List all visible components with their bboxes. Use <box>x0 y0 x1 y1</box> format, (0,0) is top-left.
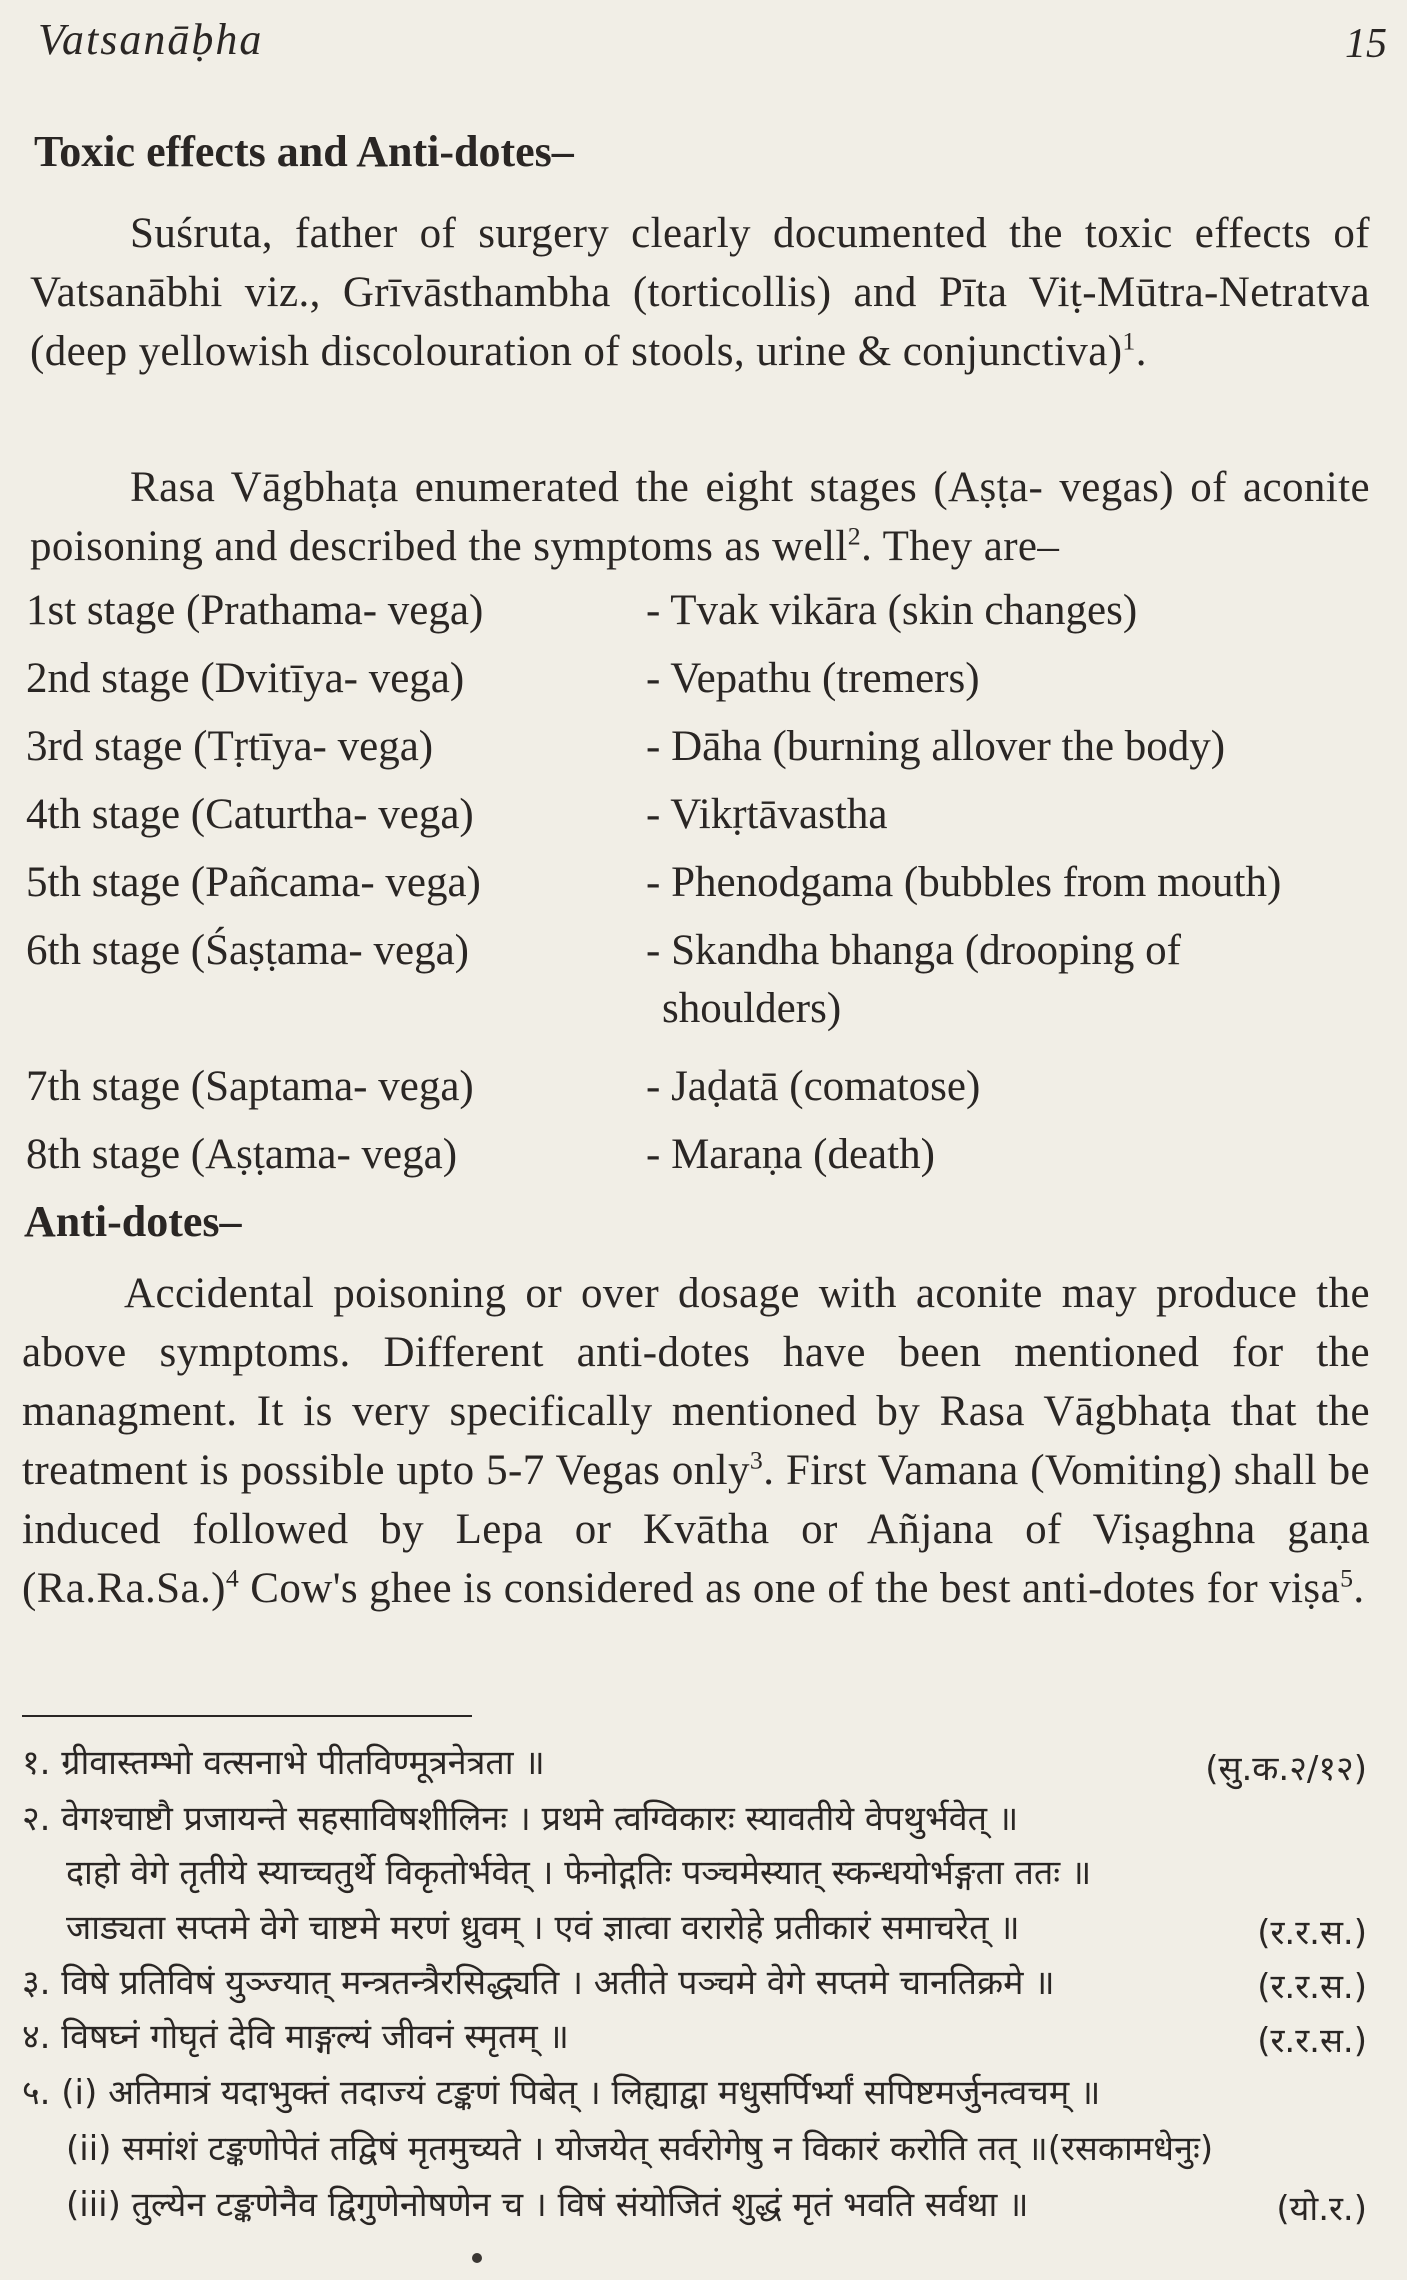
footnote-3: ३. विषे प्रतिविषं युञ्ज्यात् मन्त्रतन्त्रैरसिद्ध्यति । अतीते पञ्चमे वेगे सप्तमे चानतिक्रमे ॥ <box>22 1963 1055 2003</box>
stage-symptom: - Dāha (burning allover the body) <box>646 723 1226 770</box>
stage-symptom: - Vepathu (tremers) <box>646 655 980 702</box>
footnote-2-line-3: जाड्यता सप्तमे वेगे चाष्टमे मरणं ध्रुवम् । एवं ज्ञात्वा वरारोहे प्रतीकारं समाचरेत् ॥ <box>66 1908 1020 1948</box>
footnote-3-source: (र.र.स.) <box>1257 1967 1367 2007</box>
footnote-5-source: (यो.र.) <box>1276 2189 1367 2229</box>
stage-label: 3rd stage (Tṛtīya- vega) <box>26 723 434 770</box>
stage-row <box>26 654 1386 714</box>
footnote-5-line-1: ५. (i) अतिमात्रं यदाभुक्तं तदाज्यं टङ्कणं पिबेत् । लिह्याद्वा मधुसर्पिर्भ्यां सपिष्टमर्जुनत्वचम् ॥ <box>22 2073 1101 2113</box>
footnote-2-line-2: दाहो वेगे तृतीये स्याच्चतुर्थे विकृतोर्भवेत् । फेनोद्गतिः पञ्चमेस्यात् स्कन्धयोर्भङ्गता ततः ॥ <box>66 1853 1092 1893</box>
footnote-ref-5[interactable]: 5 <box>1340 1563 1354 1593</box>
stage-label: 1st stage (Prathama- vega) <box>26 587 484 634</box>
footnote-1-source: (सु.क.२/१२) <box>1205 1749 1367 1789</box>
footnote-ref-2[interactable]: 2 <box>847 521 862 551</box>
stage-row <box>26 1062 1386 1122</box>
footnote-2-source: (र.र.स.) <box>1257 1913 1367 1953</box>
footnote-5-line-3: (iii) तुल्येन टङ्कणेनैव द्विगुणेनोषणेन च । विषं संयोजितं शुद्धं मृतं भवति सर्वथा ॥ <box>66 2185 1029 2225</box>
stage-label: 2nd stage (Dvitīya- vega) <box>26 655 465 702</box>
stage-row <box>26 858 1386 918</box>
stage-symptom: - Tvak vikāra (skin changes) <box>646 587 1138 634</box>
footnote-divider <box>22 1715 472 1717</box>
footnote-5-line-2: (ii) समांशं टङ्कणोपेतं तद्विषं मृतमुच्यते । योजयेत् सर्वरोगेषु न विकारं करोति तत् ॥(रसकामधेनुः) <box>66 2129 1214 2169</box>
page-number: 15 <box>1345 21 1387 67</box>
footnote-4: ४. विषघ्नं गोघृतं देवि माङ्गल्यं जीवनं स्मृतम् ॥ <box>22 2017 569 2057</box>
stage-row <box>26 722 1386 782</box>
footnote-ref-4[interactable]: 4 <box>225 1563 240 1593</box>
paragraph-antidotes: Accidental poisoning or over dosage with aconite may produce the above symptoms. Different anti-dotes have been mentioned for the managment. It is very specifically mentioned by Rasa Vāgbhaṭa that the treatment is possible upto 5-7 Vegas only$^3$. First Vamana (Vomiting) shall be induced followed by Lepa or Kvātha or Añjana of Viṣaghna gaṇa $(Ra.Ra.Sa.)^4$ Cow's ghee is considered as one of the best anti-dotes for viṣa$^5$. <box>22 1270 1370 1612</box>
section-heading-antidotes: Anti-dotes– <box>24 1197 242 1246</box>
footnote-4-source: (र.र.स.) <box>1257 2021 1367 2061</box>
stage-row <box>26 790 1386 850</box>
stage-label: 5th stage (Pañcama- vega) <box>26 859 481 906</box>
section-heading-toxic-effects: Toxic effects and Anti-dotes– <box>34 127 574 176</box>
printer-mark-dot <box>472 2253 482 2263</box>
stage-row <box>26 1130 1386 1190</box>
footnote-2-line-1: २. वेगश्चाष्टौ प्रजायन्ते सहसाविषशीलिनः । प्रथमे त्वग्विकारः स्यावतीये वेपथुर्भवेत् ॥ <box>22 1799 1019 1839</box>
stage-symptom: - Vikṛtāvastha <box>646 791 888 838</box>
stage-label: 4th stage (Caturtha- vega) <box>26 791 474 838</box>
running-title: Vatsanāḅha <box>38 15 264 64</box>
stage-label: 6th stage (Śaṣṭama- vega) <box>26 927 469 974</box>
stage-symptom: - Phenodgama (bubbles from mouth) <box>646 859 1282 906</box>
paragraph-rasa-vagbhata: Rasa Vāgbhaṭa enumerated the eight stages (Aṣṭa- vegas) of aconite poisoning and described the symptoms as well$^2$. They are– <box>30 464 1370 570</box>
stage-row <box>26 586 1386 646</box>
stage-symptom: - Skandha bhanga (drooping of <box>646 927 1181 974</box>
footnote-ref-1[interactable]: 1 <box>1122 326 1136 356</box>
stage-label: 7th stage (Saptama- vega) <box>26 1063 474 1110</box>
stage-symptom: - Maraṇa (death) <box>646 1131 935 1178</box>
stage-symptom: - Jaḍatā (comatose) <box>646 1063 981 1110</box>
footnote-1: १. ग्रीवास्तम्भो वत्सनाभे पीतविण्मूत्रनेत्रता ॥ <box>22 1743 545 1783</box>
footnote-ref-3[interactable]: 3 <box>749 1445 764 1475</box>
stage-symptom-continued: shoulders) <box>662 985 842 1032</box>
stage-row <box>26 926 1386 1046</box>
stage-label: 8th stage (Aṣṭama- vega) <box>26 1131 458 1178</box>
paragraph-susruta: Suśruta, father of surgery clearly documented the toxic effects of Vatsanābhi viz., Grīvāsthambha (torticollis) and Pīta Viṭ-Mūtra-Netratva (deep yellowish discolouration of stools, urine & conjunctiva)$^1$. <box>30 210 1370 375</box>
